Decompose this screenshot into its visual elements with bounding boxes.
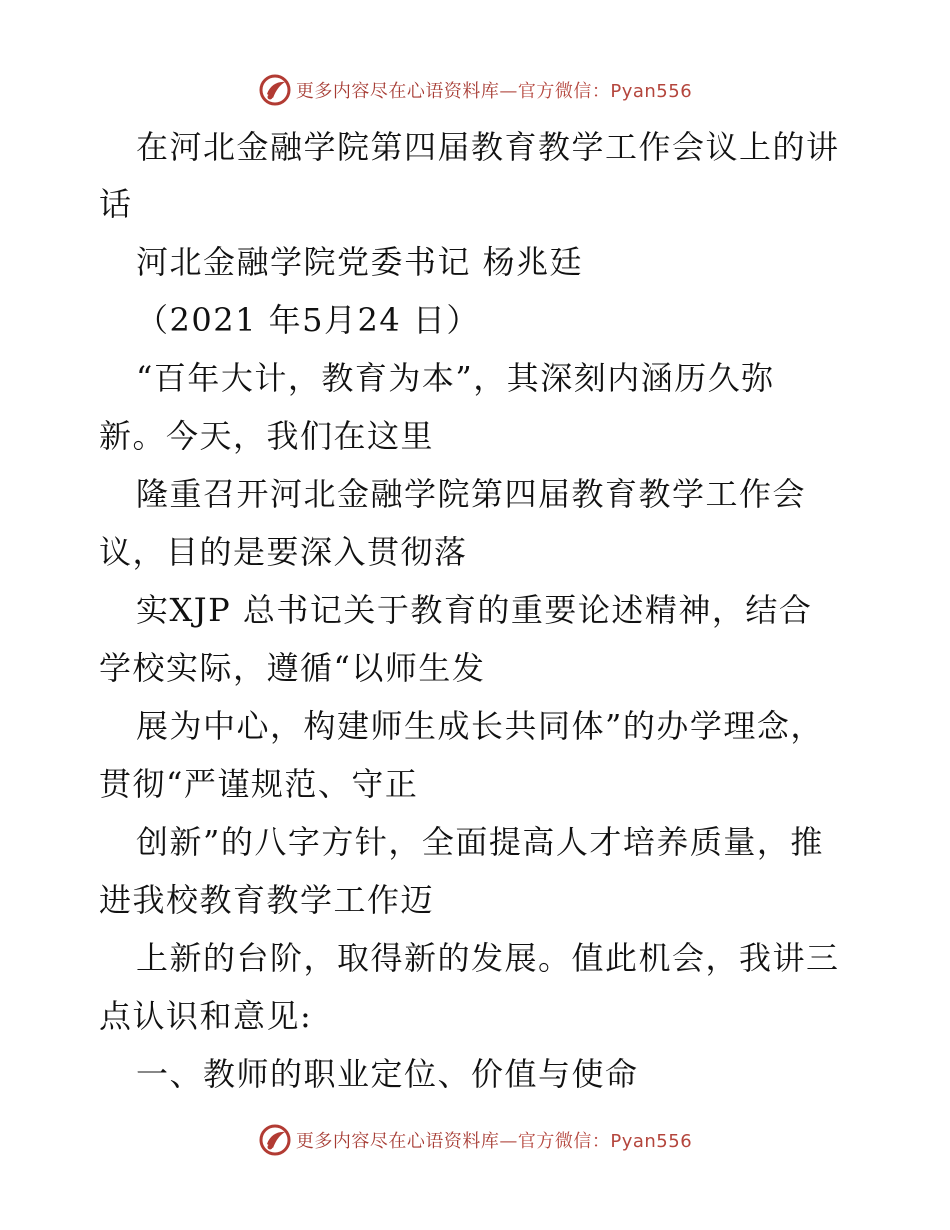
body-line-5: 实XJP 总书记关于教育的重要论述精神，结合 xyxy=(136,591,813,629)
banner-main-text: 更多内容尽在心语资料库 xyxy=(295,1131,500,1152)
brand-logo-icon xyxy=(258,1123,292,1157)
brand-logo-icon xyxy=(258,73,292,107)
body-line-4: 议，目的是要深入贯彻落 xyxy=(99,533,468,571)
date-line: （2021 年5月24 日） xyxy=(136,301,480,339)
banner-wechat-text: 官方微信：Pyan556 xyxy=(517,81,693,102)
body-line-9: 创新”的八字方针，全面提高人才培养质量，推 xyxy=(136,823,824,861)
body-line-6: 学校实际，遵循“以师生发 xyxy=(99,649,486,687)
body-line-10: 进我校教育教学工作迈 xyxy=(99,881,435,919)
title-line-1: 在河北金融学院第四届教育教学工作会议上的讲 xyxy=(136,128,840,166)
body-line-1: “百年大计，教育为本”，其深刻内涵历久弥 xyxy=(136,359,775,397)
body-line-3: 隆重召开河北金融学院第四届教育教学工作会 xyxy=(136,475,807,513)
body-line-7: 展为中心，构建师生成长共同体”的办学理念， xyxy=(136,707,824,745)
author-line: 河北金融学院党委书记 杨兆廷 xyxy=(136,243,584,281)
section-heading-1: 一、教师的职业定位、价值与使命 xyxy=(136,1055,639,1093)
body-line-12: 点认识和意见: xyxy=(99,997,313,1035)
title-line-2: 话 xyxy=(99,185,133,223)
body-line-8: 贯彻“严谨规范、守正 xyxy=(99,765,419,803)
footer-watermark-banner xyxy=(0,1118,950,1162)
banner-wechat-text: 官方微信：Pyan556 xyxy=(517,1131,693,1152)
body-line-11: 上新的台阶，取得新的发展。值此机会，我讲三 xyxy=(136,939,840,977)
banner-dash: — xyxy=(499,81,518,102)
body-line-2: 新。今天，我们在这里 xyxy=(99,417,435,455)
header-watermark-banner xyxy=(0,68,950,112)
banner-dash: — xyxy=(499,1131,518,1152)
banner-main-text: 更多内容尽在心语资料库 xyxy=(295,81,500,102)
